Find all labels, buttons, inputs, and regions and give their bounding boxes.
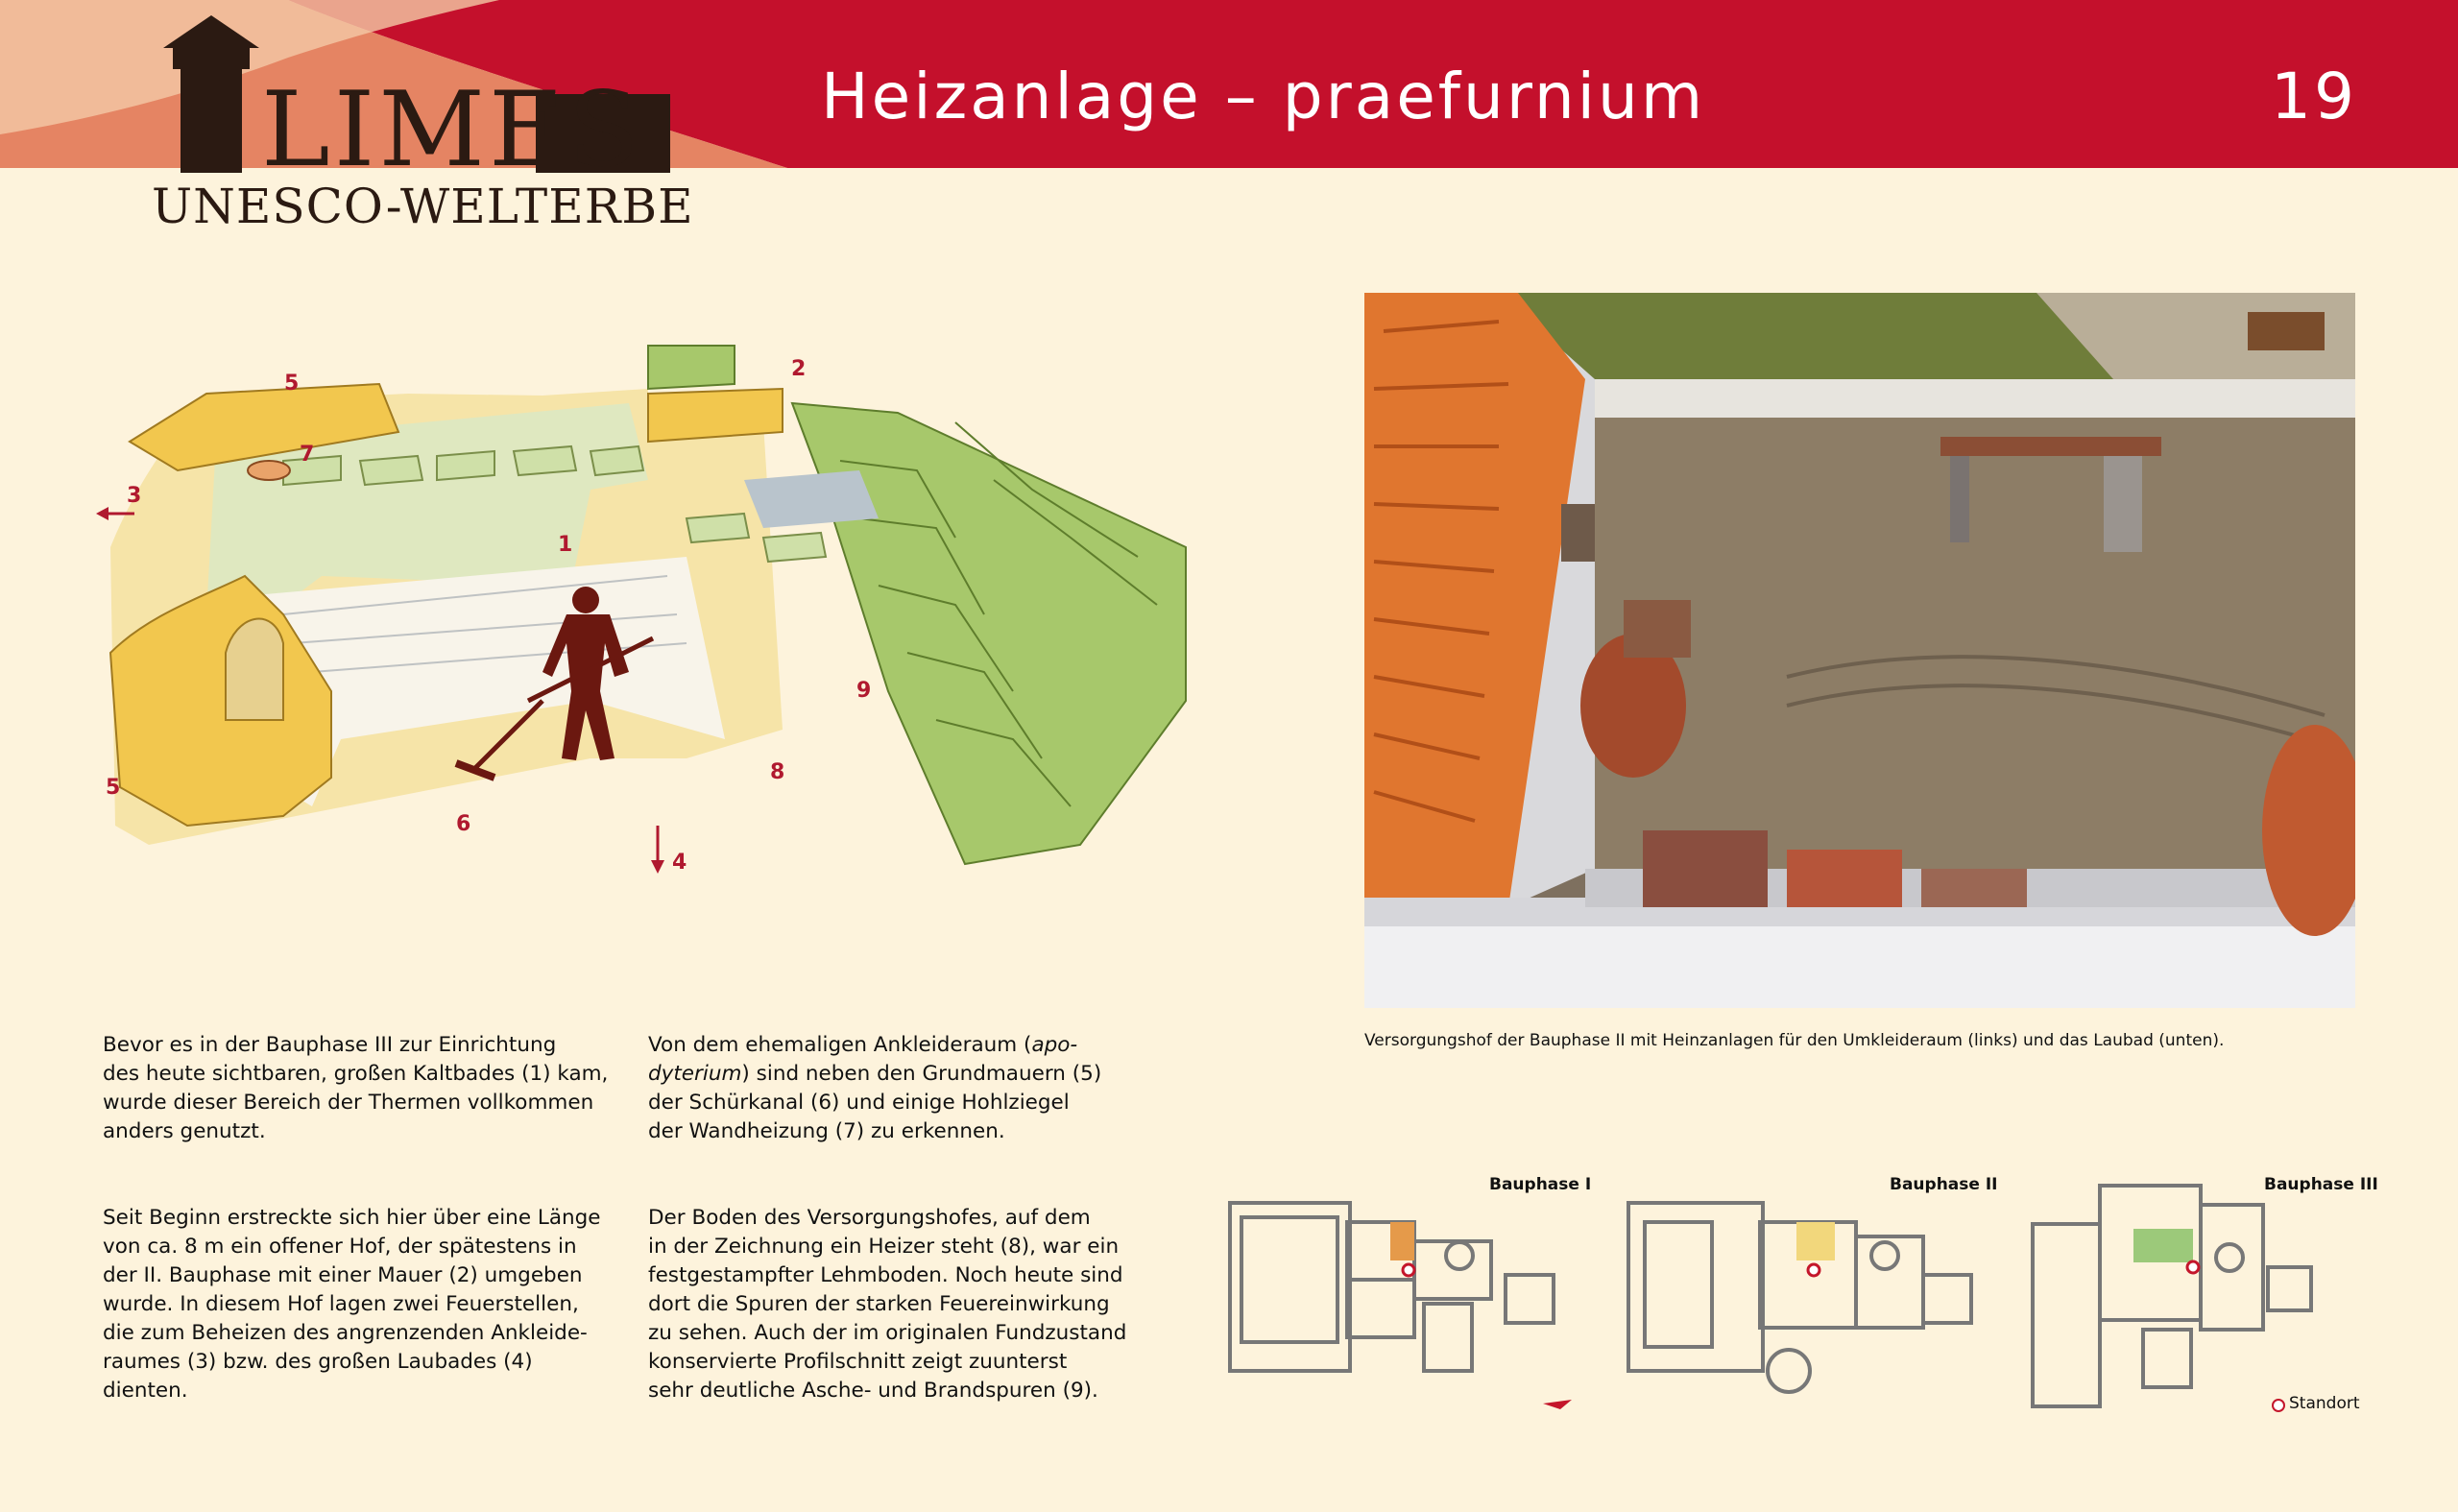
drawing-label-2: 2	[791, 357, 807, 381]
paragraph: Seit Beginn erstreckte sich hier über eine Länge von ca. 8 m ein offener Hof, der spätestens in der II. Bauphase mit einer Mauer (2) umgeben wurde. In diesem Hof lagen zwei Feuerstellen, die zum Beheizen des angrenzenden Ankleide- raumes (3) bzw. des großen Laubades (4) dienten.	[103, 1206, 601, 1403]
text-span: ) sind neben den Grundmauern (5) der Schürkanal (6) und einige Hohlziegel der Wandheizung (7) zu erkennen.	[648, 1062, 1102, 1143]
floor-plan-phase-1	[1227, 1198, 1573, 1376]
page-title: Heizanlage – praefurnium	[821, 60, 1706, 133]
text-column-2	[648, 1002, 1186, 1434]
photo-caption: Versorgungshof der Bauphase II mit Heinzanlagen für den Umkleideraum (links) und das Laubad (unten).	[1364, 1031, 2225, 1050]
logo-subtitle: UNESCO-WELTERBE	[152, 179, 694, 234]
plan-label-phase-1: Bauphase I	[1489, 1175, 1592, 1194]
paragraph: Der Boden des Versorgungshofes, auf dem in der Zeichnung ein Heizer steht (8), war ein festgestampfter Lehmboden. Noch heute sind dort die Spuren der starken Feuereinwirkung zu sehen. Auch der im originalen Fundzustand konservierte Profilschnitt zeigt zuunterst sehr deutliche Asche- und Brandspuren (9).	[648, 1206, 1127, 1403]
standort-label: Standort	[2289, 1394, 2360, 1413]
floor-plan-phase-2	[1626, 1198, 1981, 1404]
paragraph	[648, 1031, 1186, 1146]
standort-legend	[2272, 1394, 2360, 1413]
plan-label-phase-3: Bauphase III	[2264, 1175, 2378, 1194]
drawing-label-7: 7	[300, 443, 315, 467]
italic-term: apo-	[1031, 1033, 1078, 1057]
location-arrow-icon	[1541, 1400, 1574, 1411]
floor-plan-phase-3	[2028, 1171, 2359, 1411]
text-span: Von dem ehemaligen Ankleideraum (	[648, 1033, 1032, 1057]
plan-label-phase-2: Bauphase II	[1890, 1175, 1998, 1194]
drawing-label-5-top: 5	[284, 372, 300, 396]
drawing-label-9: 9	[856, 679, 872, 703]
paragraph: Bevor es in der Bauphase III zur Einrichtung des heute sichtbaren, großen Kaltbades (1) kam, wurde dieser Bereich der Thermen vollkommen anders genutzt.	[103, 1033, 609, 1143]
reconstruction-photo	[1364, 293, 2355, 1008]
excavation-drawing	[91, 326, 1224, 902]
drawing-label-1: 1	[558, 533, 573, 557]
text-column-1	[103, 1002, 640, 1434]
drawing-label-3: 3	[127, 484, 142, 508]
drawing-label-6: 6	[456, 812, 471, 836]
page-number: 19	[2271, 60, 2357, 133]
drawing-label-5-left: 5	[106, 776, 121, 800]
drawing-label-8: 8	[770, 760, 785, 784]
italic-term: dyterium	[648, 1062, 742, 1086]
drawing-label-4: 4	[672, 851, 687, 875]
logo-text: LIMES	[261, 70, 643, 190]
